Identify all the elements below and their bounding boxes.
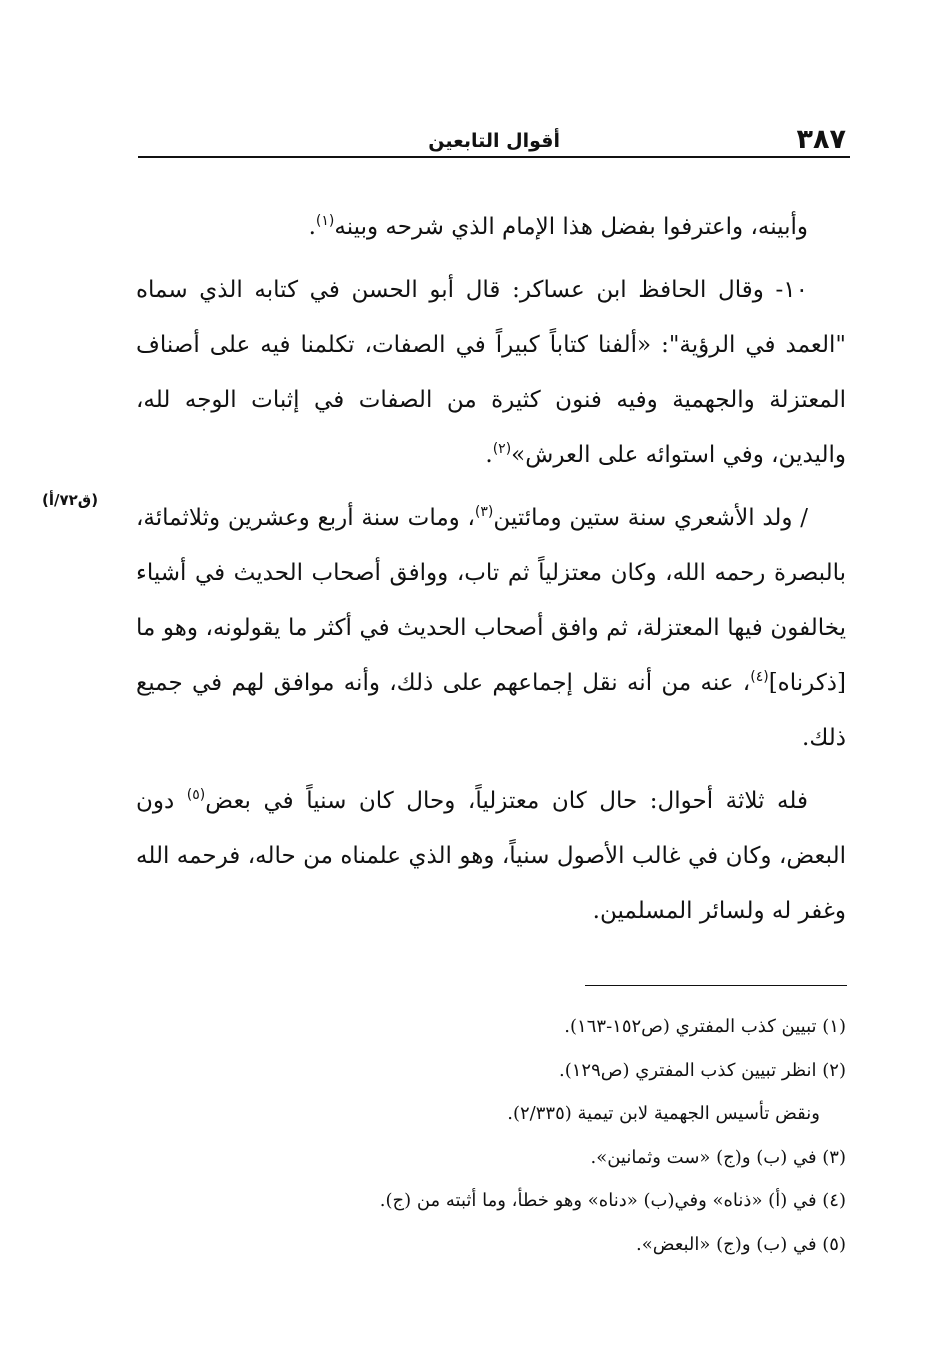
manuscript-folio-note: (ق٧٢/أ) — [42, 491, 99, 509]
header-rule — [138, 156, 850, 158]
paragraph — [136, 200, 846, 255]
paragraph-text: ١٠- وقال الحافظ ابن عساكر: قال أبو الحسن في كتابه الذي سماه "العمد في الرؤية": «ألفنا كتاباً كبيراً في الصفات، تكلمنا فيه على أصناف المعتزلة والجهمية وفيه فنون كثيرة من الصفات في إثبات الوجه لله، واليدين، وفي استوائه على العرش» — [136, 277, 846, 468]
paragraph-text: / ولد الأشعري سنة ستين ومائتين — [493, 505, 808, 531]
paragraph — [136, 263, 846, 483]
footnote: (٤) في (أ) «ذناه» وفي(ب) «دناه» وهو خطأ، وما أثبته من (ج). — [379, 1190, 846, 1211]
footnote: (١) تبيين كذب المفتري (ص١٥٢-١٦٣). — [564, 1016, 846, 1037]
page-number: ٣٨٧ — [796, 124, 846, 155]
paragraph-text: دون البعض، وكان في غالب الأصول سنياً، وهو الذي علمناه من حاله، فرحمه الله وغفر له ولسائر المسلمين. — [136, 788, 846, 924]
paragraph-text: وأبينه، واعترفوا بفضل هذا الإمام الذي شرحه وبينه — [334, 214, 808, 240]
footnote-ref[interactable]: (٢) — [492, 441, 512, 457]
running-title: أقوال التابعين — [428, 130, 560, 152]
footnote-ref[interactable]: (٣) — [474, 504, 494, 520]
footnote-ref[interactable]: (٥) — [186, 787, 206, 803]
paragraph-text: فله ثلاثة أحوال: حال كان معتزلياً، وحال كان سنياً في بعض — [205, 788, 808, 814]
footnote-ref[interactable]: (٤) — [750, 669, 769, 685]
main-text — [136, 200, 846, 939]
paragraph — [136, 491, 846, 766]
footnote: (٢) انظر تبيين كذب المفتري (ص١٢٩). — [558, 1059, 846, 1081]
footnotes — [136, 1005, 846, 1266]
footnote: (٣) في (ب) و(ج) «ست وثمانين». — [590, 1146, 846, 1168]
paragraph-text: . — [485, 442, 493, 468]
footnote-rule — [585, 985, 847, 986]
footnote: (٥) في (ب) و(ج) «البعض». — [636, 1233, 846, 1255]
paragraph-text: . — [308, 214, 316, 240]
paragraph-text: ، عنه من أنه نقل إجماعهم على ذلك، وأنه موافق لهم في جميع ذلك. — [136, 670, 846, 751]
paragraph — [136, 774, 846, 939]
footnote-continuation: ونقض تأسيس الجهمية لابن تيمية (٢/٣٣٥). — [507, 1103, 820, 1124]
running-head — [138, 124, 850, 158]
footnote-ref[interactable]: (١) — [315, 213, 335, 229]
paragraph-text: ، ومات سنة أربع وعشرين وثلاثمائة، بالبصرة رحمه الله، وكان معتزلياً ثم تاب، ووافق أصحاب الحديث في أشياء يخالفون فيها المعتزلة، ثم وافق أصحاب الحديث في أكثر ما يقولونه، وهو ما [ذكرناه] — [136, 505, 846, 696]
